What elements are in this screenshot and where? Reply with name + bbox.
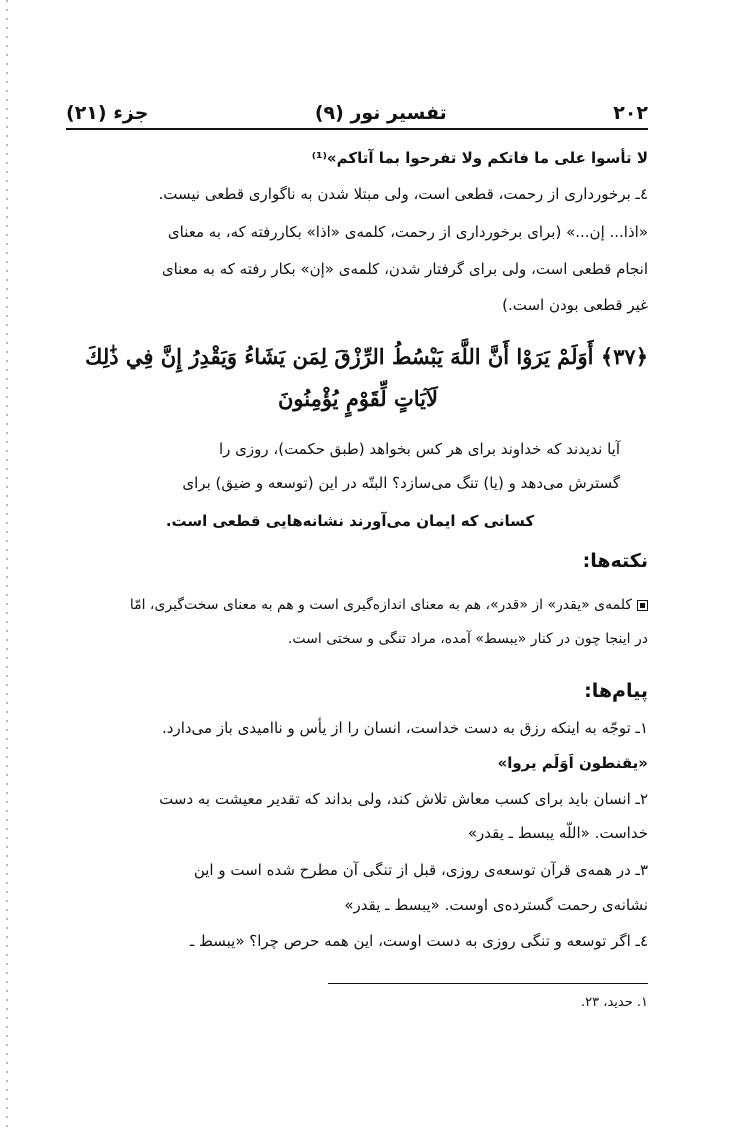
header-rule [66,128,648,130]
scan-edge-dots [6,0,8,1128]
page-header [66,98,648,128]
footnote-rule [328,983,648,984]
verse-line2: لَآيَاتٍ لِّقَوْمٍ يُؤْمِنُونَ [277,386,439,411]
translation-line3: کسانی که ایمان می‌آورند نشانه‌هایی قطعی است. [165,512,535,530]
notes-line1 [68,594,648,616]
translation-line2: گسترش می‌دهد و (یا) تنگ می‌سازد؟ البتّه در این (توسعه و ضیق) برای [182,474,620,492]
message1-line1: ۱ـ توجّه به اینکه رزق به دست خداست، انسان را از یأس و ناامیدی باز می‌دارد. [162,719,648,737]
message4-line1: ٤ـ اگر توسعه و تنگی روزی به دست اوست، این همه حرص چرا؟ «یبسط ـ [189,932,648,950]
messages-heading: پیام‌ها: [584,680,648,702]
message3-line1: ۳ـ در همه‌ی قرآن توسعه‌ی روزی، قبل از تنگی آن مطرح شده است و این [193,861,648,879]
point4-line1: ٤ـ برخورداری از رحمت، قطعی است، ولی مبتلا شدن به ناگواری قطعی نیست. [158,185,648,203]
translation-line1: آیا ندیدند که خداوند برای هر کس بخواهد (طبق حکمت)، روزی را [218,440,620,458]
point4-line4: غیر قطعی بودن است.) [502,296,648,314]
page-number: ۲۰۲ [613,102,648,124]
message2-line2: خداست. «اللّه یبسط ـ یقدر» [467,824,648,842]
square-bullet-icon [637,600,648,611]
message2-line1: ۲ـ انسان باید برای کسب معاش تلاش کند، ولی بداند که تقدیر معیشت به دست [159,790,648,808]
point4-line3: انجام قطعی است، ولی برای گرفتار شدن، کلمه‌ی «إن» بکار رفته که به معنای [161,260,648,278]
juz-label: جزء (۲۱) [66,102,149,124]
quote-line: لا تأسوا علی ما فاتکم ولا تفرحوا بما آتاکم»⁽¹⁾ [311,149,648,167]
book-title: تفسیر نور (۹) [314,102,447,124]
notes-line1-text: کلمه‌ی «یقدر» از «قدر»، هم به معنای اندازه‌گیری است و هم به معنای سخت‌گیری، امّا [129,597,632,613]
notes-line2: در اینجا چون در کنار «یبسط» آمده، مراد تنگی و سختی است. [287,631,648,647]
message3-line2: نشانه‌ی رحمت گسترده‌ی اوست. «یبسط ـ یقدر» [344,896,648,914]
notes-heading: نکته‌ها: [582,550,648,572]
message1-line2: «یقنطون اَوَلَم یروا» [497,754,648,772]
footnote: ۱. حدید، ۲۳. [581,995,648,1010]
verse-line1: ﴿۳۷﴾ أَوَلَمْ يَرَوْا أَنَّ اللَّهَ يَبْسُطُ الرِّزْقَ لِمَن يَشَاءُ وَيَقْدِرُ إِنَّ فِي ذَٰلِكَ [85,344,648,369]
point4-line2: «اذا... إن...» (برای برخورداری از رحمت، کلمه‌ی «اذا» بکاررفته که، به معنای [167,223,648,241]
